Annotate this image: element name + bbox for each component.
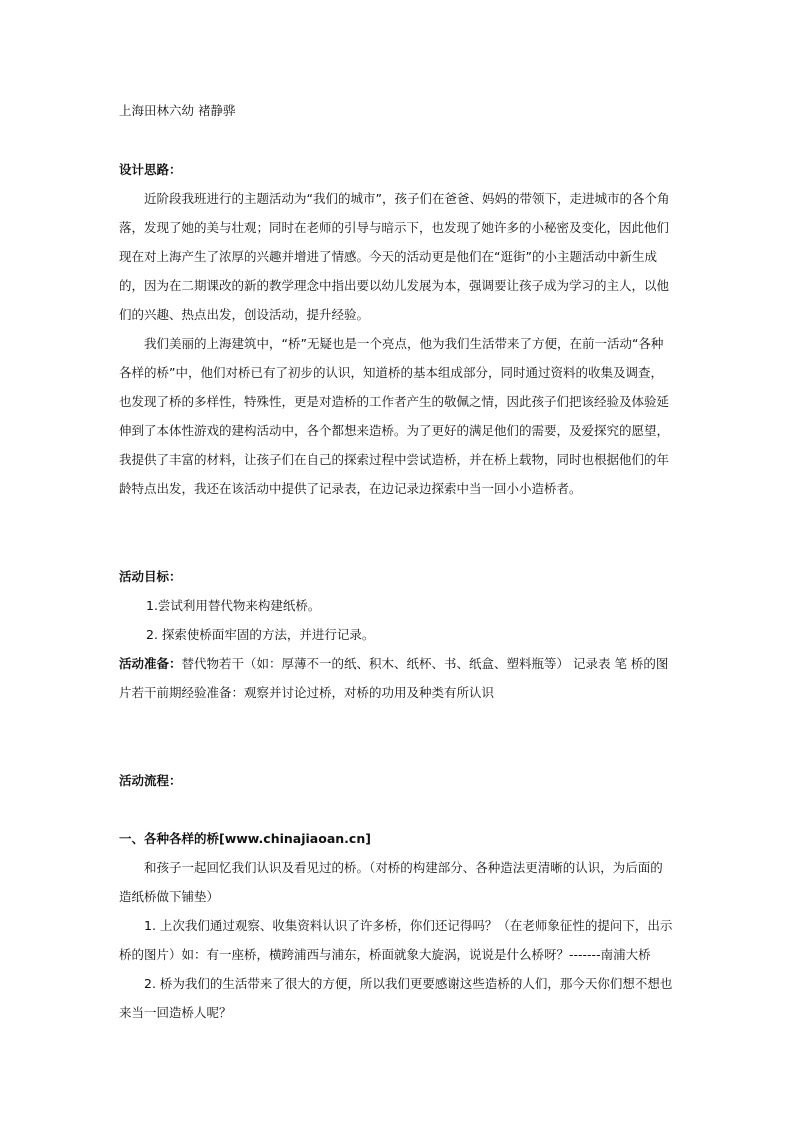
- section-1-title: 一、各种各样的桥[www.chinajiaoan.cn]: [119, 831, 371, 846]
- section-1-step-1: 1. 上次我们通过观察、收集资料认识了许多桥，你们还记得吗？（在老师象征性的提问下，出示桥的图片）如：有一座桥，横跨浦西与浦东，桥面就象大旋涡，说说是什么桥呀？-------南浦大桥: [119, 918, 673, 962]
- section-1-intro: 和孩子一起回忆我们认识及看见过的桥。（对桥的构建部分、各种造法更清晰的认识，为后面的造纸桥做下铺垫）: [119, 860, 663, 904]
- design-paragraph-1: 近阶段我班进行的主题活动为“我们的城市”，孩子们在爸爸、妈妈的带领下，走进城市的各个角落，发现了她的美与壮观；同时在老师的引导与暗示下，也发现了她许多的小秘密及变化，因此他们现在对上海产生了浓厚的兴趣并增进了情感。今天的活动更是他们在“逛街”的小主题活动中新生成的，因为在二期课改的新的教学理念中指出要以幼儿发展为本，强调要让孩子成为学习的主人，以他们的兴趣、热点出发，创设活动，提升经验。: [119, 191, 670, 322]
- preparation-paragraph: [119, 649, 675, 707]
- section-1-step-2: 2. 桥为我们的生活带来了很大的方便，所以我们更要感谢这些造桥的人们，那今天你们想不想也来当一回造桥人呢？: [119, 976, 673, 1020]
- process-heading: 活动流程：: [119, 773, 182, 788]
- goal-item-2: 2. 探索使桥面牢固的方法，并进行记录。: [146, 627, 375, 642]
- author-line: 上海田林六幼 褚静骅: [119, 103, 236, 118]
- preparation-label: 活动准备：: [119, 656, 182, 671]
- design-heading: 设计思路：: [119, 162, 182, 177]
- preparation-text: 替代物若干（如：厚薄不一的纸、积木、纸杯、书、纸盒、塑料瓶等） 记录表 笔 桥的图片若干前期经验准备：观察并讨论过桥，对桥的功用及种类有所认识: [119, 656, 669, 700]
- design-paragraph-2: 我们美丽的上海建筑中，“桥”无疑也是一个亮点，他为我们生活带来了方便，在前一活动“各种各样的桥”中，他们对桥已有了初步的认识，知道桥的基本组成部分，同时通过资料的收集及调查，也发现了桥的多样性，特殊性，更是对造桥的工作者产生的敬佩之情，因此孩子们把该经验及体验延伸到了本体性游戏的建构活动中，各个都想来造桥。为了更好的满足他们的需要，及爱探究的愿望，我提供了丰富的材料，让孩子们在自己的探索过程中尝试造桥，并在桥上载物，同时也根据他们的年龄特点出发，我还在该活动中提供了记录表，在边记录边探索中当一回小小造桥者。: [119, 336, 670, 496]
- goals-heading: 活动目标：: [119, 569, 182, 584]
- goal-item-1: 1.尝试利用替代物来构建纸桥。: [146, 598, 321, 613]
